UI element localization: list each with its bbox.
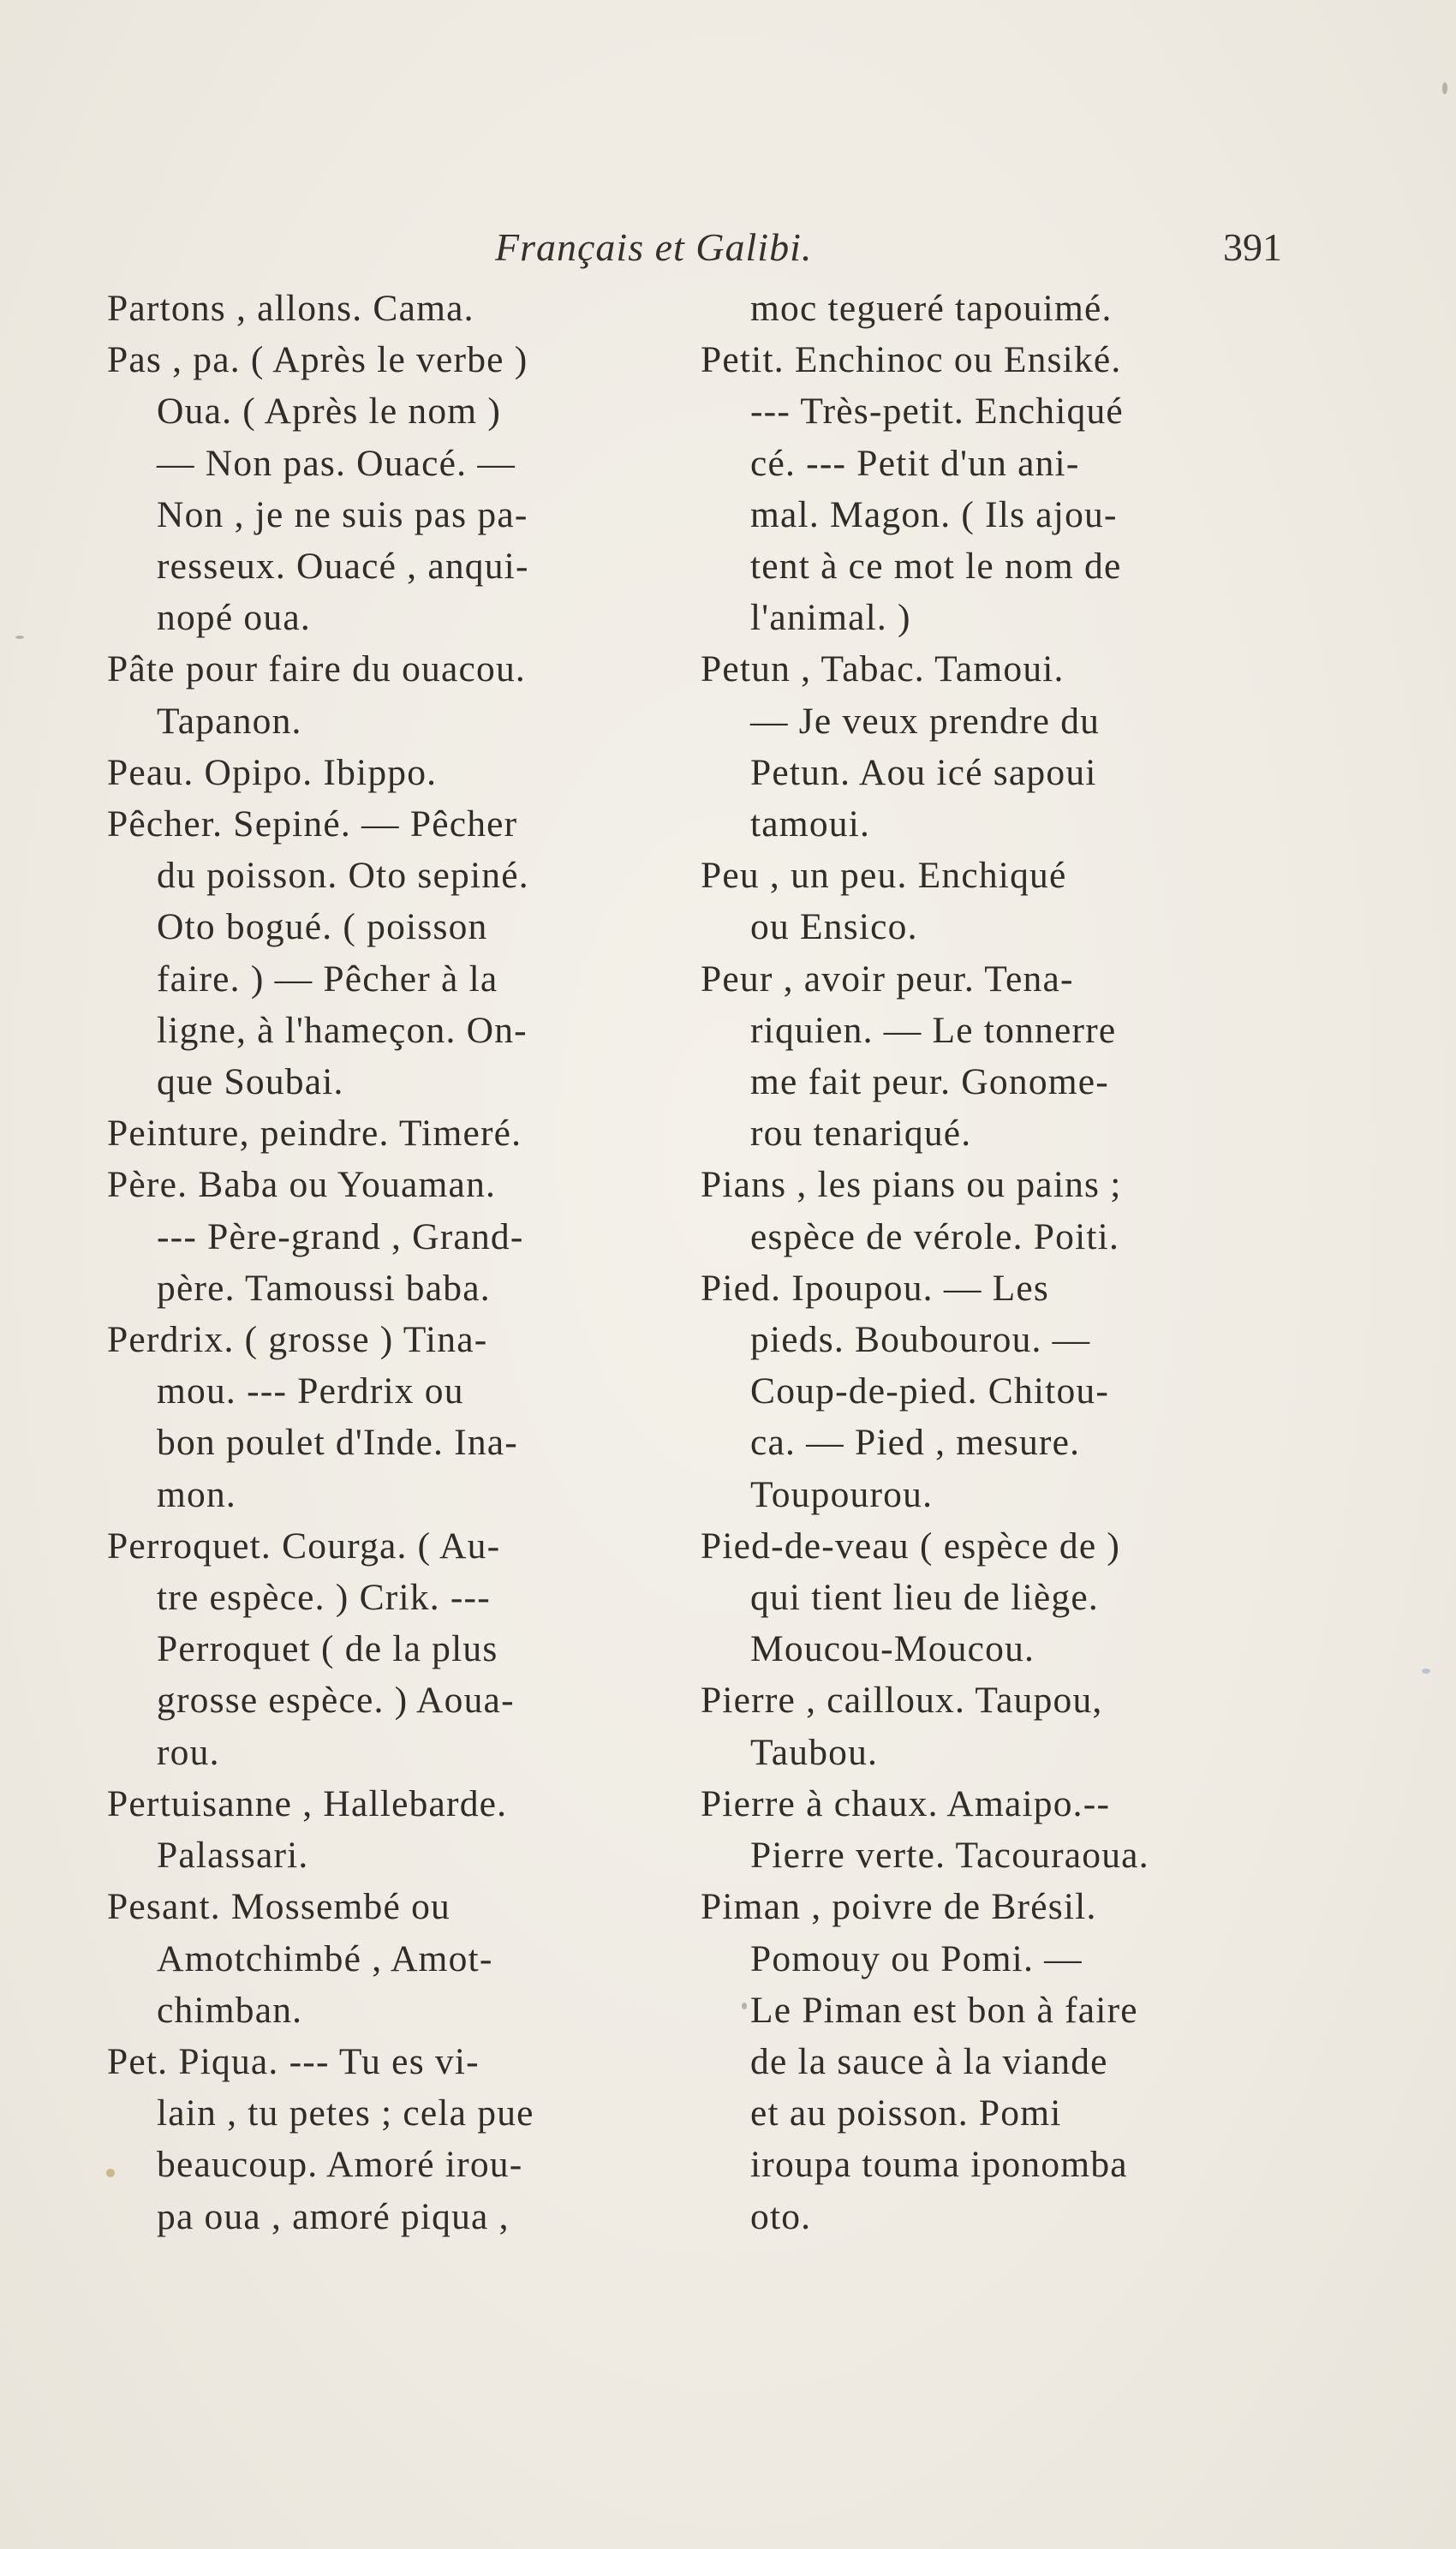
paper-speck: [1422, 1668, 1430, 1674]
text-line-continuation: pa oua , amoré piqua ,: [157, 2195, 510, 2237]
text-line-continuation: espèce de vérole. Poiti.: [750, 1215, 1120, 1257]
text-line-continuation: de la sauce à la viande: [750, 2040, 1108, 2082]
running-title: Français et Galibi.: [495, 225, 813, 269]
text-line-continuation: Pomouy ou Pomi. —: [750, 1937, 1083, 1979]
text-line-continuation: père. Tamoussi baba.: [157, 1267, 491, 1309]
entry-headword-line: Petit. Enchinoc ou Ensiké.: [701, 339, 1122, 381]
entry-headword-line: Petun , Tabac. Tamoui.: [701, 648, 1065, 690]
text-line-continuation: Amotchimbé , Amot-: [157, 1937, 493, 1979]
running-header: [0, 224, 1456, 284]
text-line-continuation: — Non pas. Ouacé. —: [157, 442, 516, 484]
entry-headword-line: Pierre à chaux. Amaipo.--: [701, 1782, 1111, 1824]
text-line-continuation: nopé oua.: [157, 597, 311, 639]
text-line-continuation: ou Ensico.: [750, 906, 918, 948]
entry-headword-line: Père. Baba ou Youaman.: [107, 1164, 497, 1206]
entry-headword-line: Pet. Piqua. --- Tu es vi-: [107, 2040, 480, 2082]
text-line-continuation: ca. — Pied , mesure.: [750, 1422, 1081, 1464]
text-line-continuation: riquien. — Le tonnerre: [750, 1009, 1117, 1051]
text-line-continuation: ligne, à l'hameçon. On-: [157, 1009, 528, 1051]
paper-speck: [15, 636, 24, 639]
text-line-continuation: iroupa touma iponomba: [750, 2144, 1128, 2186]
text-line-continuation: Coup-de-pied. Chitou-: [750, 1370, 1110, 1412]
entry-headword-line: Peur , avoir peur. Tena-: [701, 958, 1074, 1000]
text-line-continuation: beaucoup. Amoré irou-: [157, 2144, 523, 2186]
entry-headword-line: Pied. Ipoupou. — Les: [701, 1267, 1050, 1309]
entry-headword-line: Piman , poivre de Brésil.: [701, 1886, 1097, 1928]
entry-headword-line: Pied-de-veau ( espèce de ): [701, 1525, 1121, 1567]
text-line-continuation: Non , je ne suis pas pa-: [157, 493, 528, 535]
entry-headword-line: Pêcher. Sepiné. — Pêcher: [107, 803, 518, 845]
text-line-continuation: du poisson. Oto sepiné.: [157, 855, 529, 897]
text-line-continuation: me fait peur. Gonome-: [750, 1061, 1109, 1103]
text-line-continuation: Le Piman est bon à faire: [750, 1989, 1138, 2031]
text-line-continuation: — Je veux prendre du: [750, 700, 1101, 742]
text-line-continuation: Pierre verte. Tacouraoua.: [750, 1835, 1149, 1877]
text-line-continuation: Tapanon.: [157, 700, 302, 742]
text-line-continuation: que Soubai.: [157, 1061, 344, 1103]
text-line-continuation: Moucou-Moucou.: [750, 1628, 1035, 1670]
text-line-continuation: mon.: [157, 1473, 237, 1515]
text-line-continuation: oto.: [750, 2195, 812, 2237]
text-line-continuation: rou tenariqué.: [750, 1113, 972, 1155]
entry-headword-line: Perroquet. Courga. ( Au-: [107, 1525, 501, 1567]
text-line-continuation: mal. Magon. ( Ils ajou-: [750, 493, 1118, 535]
text-line-continuation: cé. --- Petit d'un ani-: [750, 442, 1080, 484]
text-line-continuation: qui tient lieu de liège.: [750, 1577, 1099, 1619]
right-column: [701, 283, 1240, 2242]
text-line-continuation: resseux. Ouacé , anqui-: [157, 546, 529, 588]
text-line-continuation: rou.: [157, 1731, 220, 1773]
text-line-continuation: Perroquet ( de la plus: [157, 1628, 498, 1670]
paper-speck: [1442, 82, 1447, 94]
text-line-continuation: Toupourou.: [750, 1473, 934, 1515]
entry-headword-line: Pesant. Mossembé ou: [107, 1886, 451, 1928]
text-line-continuation: --- Très-petit. Enchiqué: [750, 391, 1124, 433]
text-line-continuation: moc tegueré tapouimé.: [750, 288, 1113, 329]
text-line-continuation: faire. ) — Pêcher à la: [157, 958, 498, 1000]
entry-headword-line: Pertuisanne , Hallebarde.: [107, 1782, 508, 1824]
entry-headword-line: Pas , pa. ( Après le verbe ): [107, 339, 528, 381]
entry-headword-line: Peinture, peindre. Timeré.: [107, 1113, 522, 1155]
text-line-continuation: Palassari.: [157, 1835, 309, 1877]
text-line-continuation: bon poulet d'Inde. Ina-: [157, 1422, 518, 1464]
paper-speck: [106, 2169, 115, 2177]
text-line-continuation: l'animal. ): [750, 597, 911, 639]
page-number: 391: [1223, 225, 1282, 269]
text-line-continuation: --- Père-grand , Grand-: [157, 1215, 524, 1257]
text-line-continuation: Oua. ( Après le nom ): [157, 391, 502, 433]
text-line-continuation: tre espèce. ) Crik. ---: [157, 1577, 491, 1619]
entry-headword-line: Pâte pour faire du ouacou.: [107, 648, 526, 690]
text-line-continuation: grosse espèce. ) Aoua-: [157, 1680, 515, 1722]
left-column: [107, 283, 647, 2242]
entry-headword-line: Partons , allons. Cama.: [107, 288, 474, 329]
text-line-continuation: Petun. Aou icé sapoui: [750, 751, 1097, 793]
entry-headword-line: Perdrix. ( grosse ) Tina-: [107, 1319, 488, 1361]
text-line-continuation: chimban.: [157, 1989, 303, 2031]
text-line-continuation: Oto bogué. ( poisson: [157, 906, 488, 948]
entry-headword-line: Peau. Opipo. Ibippo.: [107, 751, 438, 793]
text-line-continuation: tamoui.: [750, 803, 871, 845]
text-line-continuation: mou. --- Perdrix ou: [157, 1370, 464, 1412]
text-line-continuation: lain , tu petes ; cela pue: [157, 2092, 534, 2134]
text-line-continuation: Taubou.: [750, 1731, 879, 1773]
entry-headword-line: Peu , un peu. Enchiqué: [701, 855, 1067, 897]
entry-headword-line: Pians , les pians ou pains ;: [701, 1164, 1122, 1206]
text-line-continuation: et au poisson. Pomi: [750, 2092, 1062, 2134]
text-line-continuation: pieds. Boubourou. —: [750, 1319, 1091, 1361]
text-line-continuation: tent à ce mot le nom de: [750, 546, 1122, 588]
entry-headword-line: Pierre , cailloux. Taupou,: [701, 1680, 1103, 1722]
paper-speck: [742, 2003, 747, 2009]
